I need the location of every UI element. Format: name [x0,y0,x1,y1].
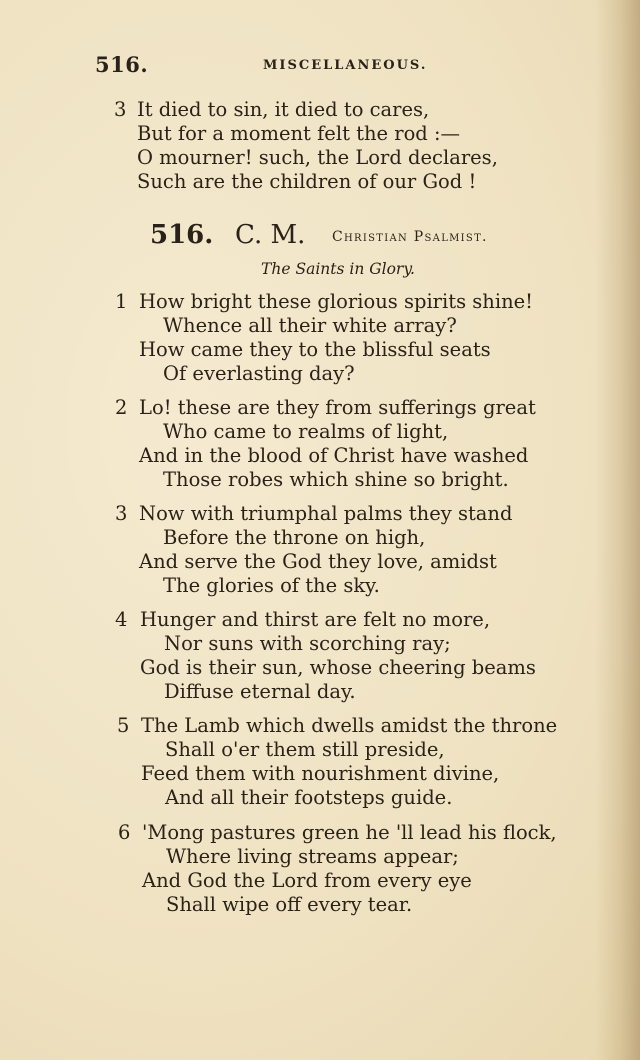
hymn-heading [150,220,550,256]
stanza-number: 1 [115,290,128,313]
hymn-meter: C. M. [235,220,306,250]
hymn-author: Christian Psalmist. [332,229,488,245]
verse-line: And all their footsteps guide. [165,786,453,809]
running-head: MISCELLANEOUS. [263,58,428,73]
verse-line: How bright these glorious spirits shine! [139,290,534,313]
verse-line: Whence all their white array? [163,314,457,337]
hymn-number: 516. [150,220,214,250]
verse-line: The glories of the sky. [163,574,380,597]
verse-line: Shall o'er them still preside, [165,738,445,761]
verse-line: O mourner! such, the Lord declares, [137,146,498,169]
stanza-number: 6 [118,821,131,844]
stanza-number: 5 [117,714,130,737]
page-number: 516. [95,52,149,77]
verse-line: Feed them with nourishment divine, [141,762,500,785]
verse-line: The Lamb which dwells amidst the throne [141,714,558,737]
verse-line: Diffuse eternal day. [164,680,356,703]
verse-line: And God the Lord from every eye [142,869,472,892]
verse-line: Those robes which shine so bright. [163,468,509,491]
verse-line: But for a moment felt the rod :— [137,122,461,145]
verse-line: How came they to the blissful seats [139,338,491,361]
verse-line: Of everlasting day? [163,362,355,385]
verse-line: Where living streams appear; [166,845,459,868]
hymn-title: The Saints in Glory. [261,260,415,278]
stanza-number: 4 [115,608,128,631]
verse-line: Lo! these are they from sufferings great [139,396,536,419]
verse-line: Before the throne on high, [163,526,426,549]
verse-line: Now with triumphal palms they stand [139,502,513,525]
stanza-number: 2 [115,396,128,419]
verse-line: Nor suns with scorching ray; [164,632,451,655]
verse-line: Who came to realms of light, [163,420,449,443]
verse-line: And in the blood of Christ have washed [139,444,529,467]
verse-line: And serve the God they love, amidst [139,550,497,573]
verse-line: 'Mong pastures green he 'll lead his flock, [142,821,557,844]
verse-line: Such are the children of our God ! [137,170,477,193]
page-header [95,52,545,82]
verse-line: God is their sun, whose cheering beams [140,656,536,679]
stanza-number: 3 [114,98,127,121]
stanza-number: 3 [115,502,128,525]
verse-line: Hunger and thirst are felt no more, [140,608,491,631]
verse-line: It died to sin, it died to cares, [137,98,430,121]
verse-line: Shall wipe off every tear. [166,893,413,916]
